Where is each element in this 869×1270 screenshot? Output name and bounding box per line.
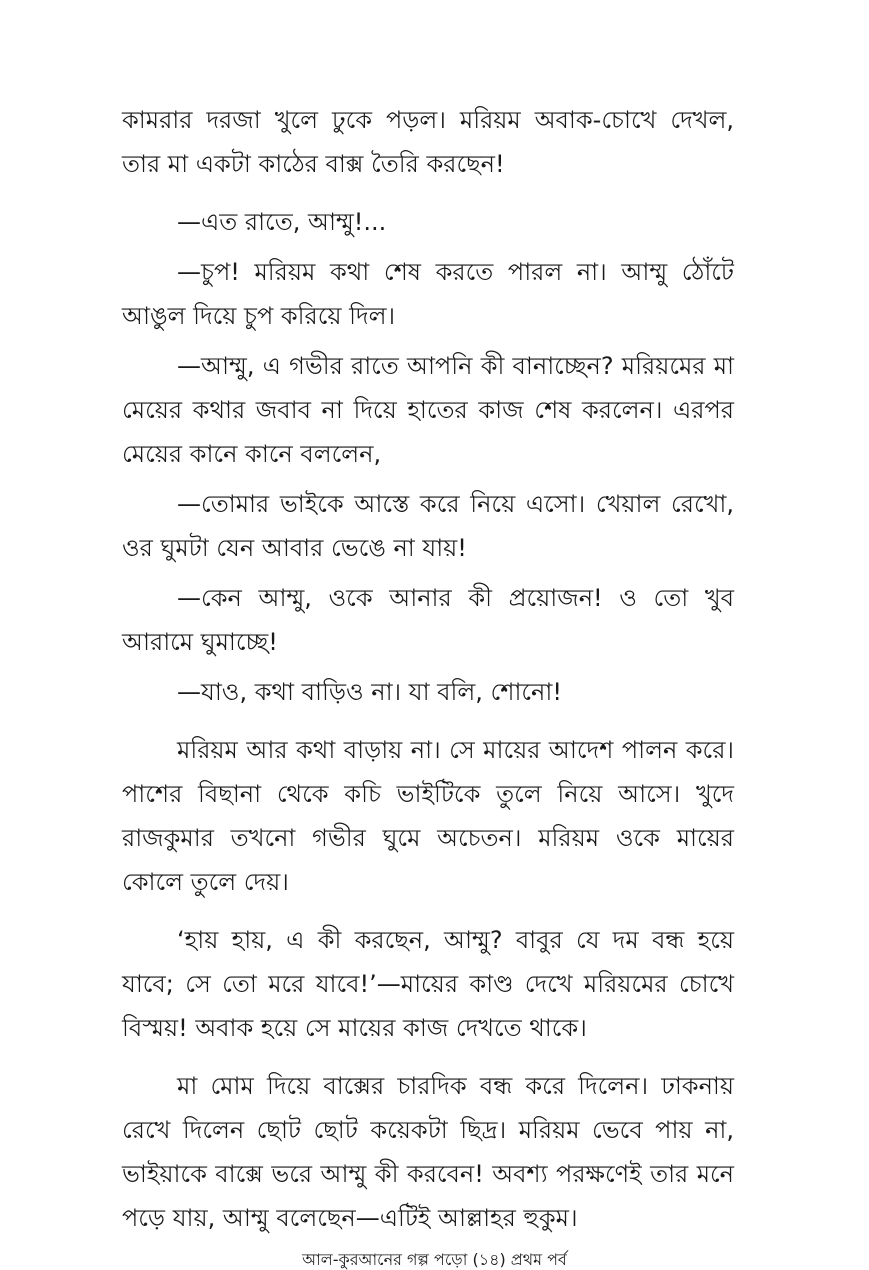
paragraph-2: —এত রাতে, আম্মু!...: [177, 208, 387, 236]
paragraph-9: ‘হায় হায়, এ কী করছেন, আম্মু? বাবুর যে দম বন্ধ হয়ে যাবে; সে তো মরে যাবে!’—মায়ের কাণ্ড দেখে মরিয়মের চোখে বিস্ময়! অবাক হয়ে সে মায়ের কাজ দেখতে থাকে।: [122, 926, 734, 1042]
paragraph-8: মরিয়ম আর কথা বাড়ায় না। সে মায়ের আদেশ পালন করে। পাশের বিছানা থেকে কচি ভাইটিকে তুলে নিয়ে আসে। খুদে রাজকুমার তখনো গভীর ঘুমে অচেতন। মরিয়ম ওকে মায়ের কোলে তুলে দেয়।: [122, 736, 734, 896]
paragraph-5: —তোমার ভাইকে আস্তে করে নিয়ে এসো। খেয়াল রেখো, ওর ঘুমটা যেন আবার ভেঙে না যায়!: [122, 490, 734, 562]
paragraph-4: —আম্মু, এ গভীর রাতে আপনি কী বানাচ্ছেন? মরিয়মের মা মেয়ের কথার জবাব না দিয়ে হাতের কাজ শেষ করলেন। এরপর মেয়ের কানে কানে বললেন,: [122, 352, 734, 468]
paragraph-3: —চুপ! মরিয়ম কথা শেষ করতে পারল না। আম্মু ঠোঁটে আঙুল দিয়ে চুপ করিয়ে দিল।: [122, 258, 734, 330]
page-body: [122, 98, 734, 1240]
paragraph-10: মা মোম দিয়ে বাক্সের চারদিক বন্ধ করে দিলেন। ঢাকনায় রেখে দিলেন ছোট ছোট কয়েকটা ছিদ্র। মরিয়ম ভেবে পায় না, ভাইয়াকে বাক্সে ভরে আম্মু কী করবেন! অবশ্য পরক্ষণেই তার মনে পড়ে যায়, আম্মু বলেছেন—এটিই আল্লাহর হুকুম।: [122, 1072, 734, 1232]
paragraph-7: —যাও, কথা বাড়িও না। যা বলি, শোনো!: [177, 678, 562, 706]
paragraph-1: কামরার দরজা খুলে ঢুকে পড়ল। মরিয়ম অবাক-চোখে দেখল, তার মা একটা কাঠের বাক্স তৈরি করছেন!: [122, 106, 734, 178]
page-footer: আল-কুরআনের গল্প পড়ো (১৪) প্রথম পর্ব: [302, 1250, 567, 1269]
paragraph-6: —কেন আম্মু, ওকে আনার কী প্রয়োজন! ও তো খুব আরামে ঘুমাচ্ছে!: [122, 584, 734, 656]
